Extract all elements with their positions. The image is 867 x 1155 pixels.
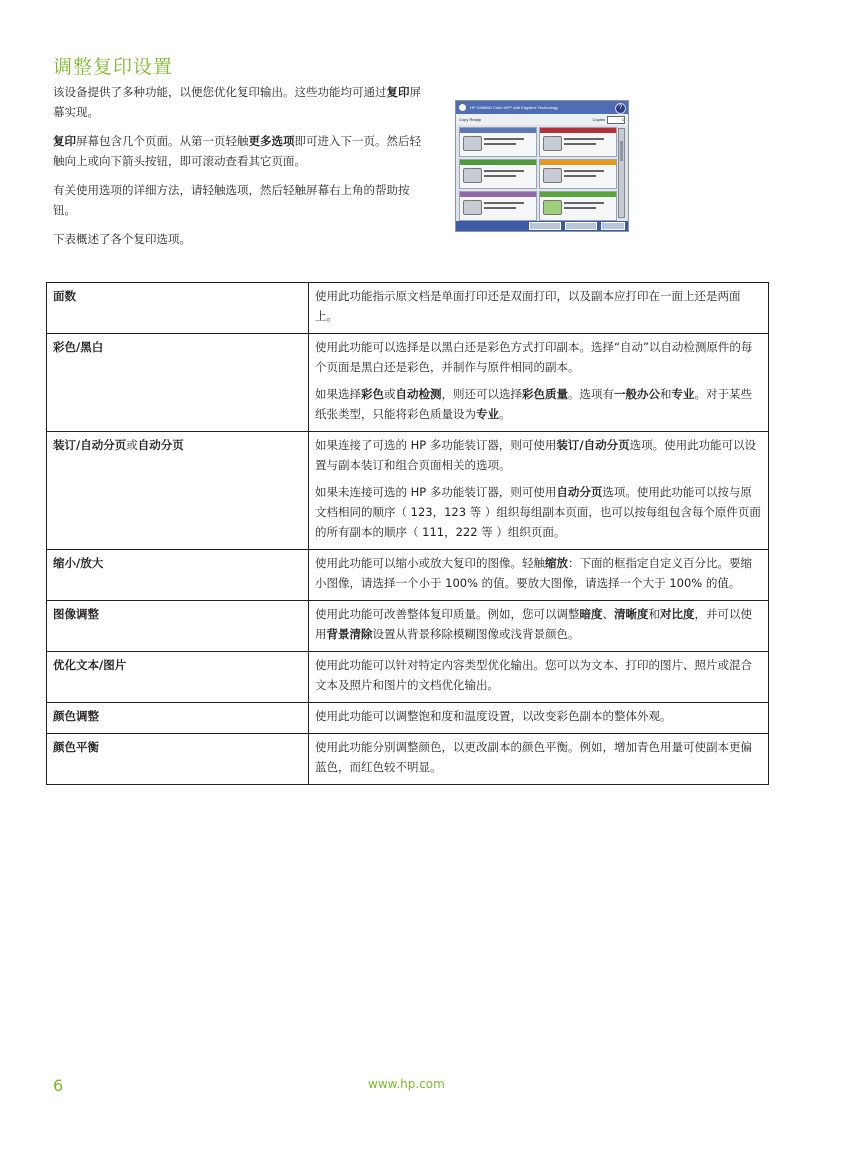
text-run: 和 [648, 607, 660, 621]
screenshot-tile [539, 159, 617, 189]
screenshot-scrollbar [618, 128, 625, 218]
text-run: 选项。使用此功能可以按与原文档相同的顺序（ 123，123 等 ）组织每组副本页面，也可以按每组包含每个原件页面的所有副本的顺序（ 111，222 等 ）组织页面。 [315, 485, 761, 539]
screenshot-status-row [456, 114, 628, 125]
description-paragraph [315, 435, 762, 475]
screenshot-option-grid [459, 127, 617, 221]
text-run: 使用此功能可以缩小或放大复印的图像。轻触 [315, 556, 545, 570]
screenshot-copies-label: Copies [592, 117, 605, 122]
text-run: 。选项有 [568, 387, 614, 401]
screenshot-tile [539, 127, 617, 157]
screenshot-status: Copy Ready [459, 117, 482, 122]
option-name: 面数 [47, 283, 309, 334]
table-row [47, 334, 769, 432]
screenshot-footer [456, 221, 628, 231]
text-run: 设置从背景移除模糊图像或浅背景颜色。 [372, 627, 580, 641]
text-run: 如果选择 [315, 387, 361, 401]
bold-run: 清晰度 [614, 607, 649, 621]
screenshot-tile [459, 159, 537, 189]
text-run: 和 [660, 387, 672, 401]
option-name: 颜色平衡 [47, 734, 309, 785]
option-description [309, 334, 769, 432]
bold-run: 专业 [476, 407, 499, 421]
copy-screen-screenshot [455, 100, 629, 232]
intro-paragraph: 下表概述了各个复印选项。 [53, 232, 191, 246]
bold-run: 彩色 [361, 387, 384, 401]
option-name: 图像调整 [47, 601, 309, 652]
option-name: 彩色/黑白 [47, 334, 309, 432]
intro-bold-run: 更多选项 [248, 134, 295, 148]
description-paragraph [315, 553, 762, 593]
text-run: ，并可以使用 [315, 607, 752, 641]
option-description [309, 432, 769, 550]
intro-text-run: 该设备提供了多种功能，以便您优化复印输出。这些功能均可通过 [53, 85, 387, 99]
bold-run: 暗度 [579, 607, 603, 621]
description-paragraph [315, 482, 762, 542]
text-run: 或 [384, 387, 396, 401]
text-run: 。对于某些纸张类型，只能将彩色质量设为 [315, 387, 752, 421]
help-icon: ? [615, 103, 626, 114]
screenshot-tile [539, 191, 617, 221]
bold-run: 背景清除 [326, 627, 373, 641]
text-run: ，则还可以选择 [441, 387, 522, 401]
bold-run: 自动检测 [395, 387, 442, 401]
option-name [47, 432, 309, 550]
table-row [47, 432, 769, 550]
screenshot-tile [459, 191, 537, 221]
option-description [309, 550, 769, 601]
table-row [47, 703, 769, 734]
footer-site: www.hp.com [368, 1077, 445, 1091]
bold-run: 装订/自动分页 [556, 438, 630, 452]
description-paragraph: 使用此功能分别调整颜色，以更改副本的颜色平衡。例如，增加青色用量可使副本更偏蓝色，而红色较不明显。 [315, 740, 752, 774]
text-run: 或 [126, 438, 138, 452]
option-description [309, 652, 769, 703]
screenshot-copies [593, 114, 625, 125]
text-run: 使用此功能可改善整体复印质量。例如，您可以调整 [315, 607, 580, 621]
intro-text-run: 屏幕实现。 [53, 85, 421, 119]
bold-run: 自动分页 [556, 485, 603, 499]
option-name: 优化文本/图片 [47, 652, 309, 703]
description-paragraph: 使用此功能可以调整饱和度和温度设置，以改变彩色副本的整体外观。 [315, 709, 672, 723]
screenshot-tile [459, 127, 537, 157]
description-paragraph: 使用此功能指示原文档是单面打印还是双面打印，以及副本应打印在一面上还是两面上。 [315, 289, 741, 323]
table-row [47, 652, 769, 703]
text-run: 如果连接了可选的 HP 多功能装订器，则可使用 [315, 438, 557, 452]
option-description [309, 734, 769, 785]
hp-logo-icon [459, 104, 466, 111]
description-paragraph: 使用此功能可以选择是以黑白还是彩色方式打印副本。选择“自动”以自动检测原件的每个页面是黑白还是彩色，并制作与原件相同的副本。 [315, 340, 753, 374]
screenshot-title-bar [456, 101, 628, 114]
intro-bold-run: 复印 [386, 85, 410, 99]
intro-bold-run: 复印 [53, 134, 76, 148]
option-description [309, 601, 769, 652]
bold-run: 一般办公 [614, 387, 660, 401]
screenshot-title: HP CM8060 Color MFP with Edgeline Technology [470, 105, 559, 110]
intro-paragraph [53, 82, 423, 122]
page-title: 调整复印设置 [53, 56, 174, 78]
bold-run: 对比度 [660, 607, 695, 621]
description-paragraph [315, 384, 762, 424]
bold-run: 装订/自动分页 [53, 438, 127, 452]
description-paragraph [315, 604, 762, 644]
text-run: 如果未连接可选的 HP 多功能装订器，则可使用 [315, 485, 557, 499]
option-description [309, 283, 769, 334]
intro-text-run: 屏幕包含几个页面。从第一页轻触 [76, 134, 249, 148]
copy-options-table [46, 282, 769, 785]
option-description [309, 703, 769, 734]
table-row [47, 734, 769, 785]
intro-paragraph [53, 131, 423, 171]
text-run: 选项。使用此功能可以设置与副本装订和组合页面相关的选项。 [315, 438, 757, 472]
bold-run: 自动分页 [137, 438, 184, 452]
table-row [47, 601, 769, 652]
copies-field: 1 [607, 116, 625, 124]
description-paragraph: 使用此功能可以针对特定内容类型优化输出。您可以为文本、打印的图片、照片或混合文本及照片和图片的文档优化输出。 [315, 658, 752, 692]
text-run: 、 [602, 607, 614, 621]
intro-text-run: 即可进入下一页。然后轻触向上或向下箭头按钮，即可滚动查看其它页面。 [53, 134, 421, 168]
table-row [47, 283, 769, 334]
text-run: ：下面的框指定自定义百分比。要缩小图像，请选择一个小于 100% 的值。要放大图像，请选择一个大于 100% 的值。 [315, 556, 752, 590]
page-number: 6 [53, 1076, 64, 1095]
bold-run: 彩色质量 [522, 387, 568, 401]
option-name: 缩小/放大 [47, 550, 309, 601]
table-row [47, 550, 769, 601]
option-name: 颜色调整 [47, 703, 309, 734]
intro-text [53, 82, 423, 258]
bold-run: 专业 [671, 387, 695, 401]
intro-paragraph: 有关使用选项的详细方法，请轻触选项，然后轻触屏幕右上角的帮助按钮。 [53, 183, 410, 217]
bold-run: 缩放 [545, 556, 568, 570]
text-run: 。 [499, 407, 511, 421]
